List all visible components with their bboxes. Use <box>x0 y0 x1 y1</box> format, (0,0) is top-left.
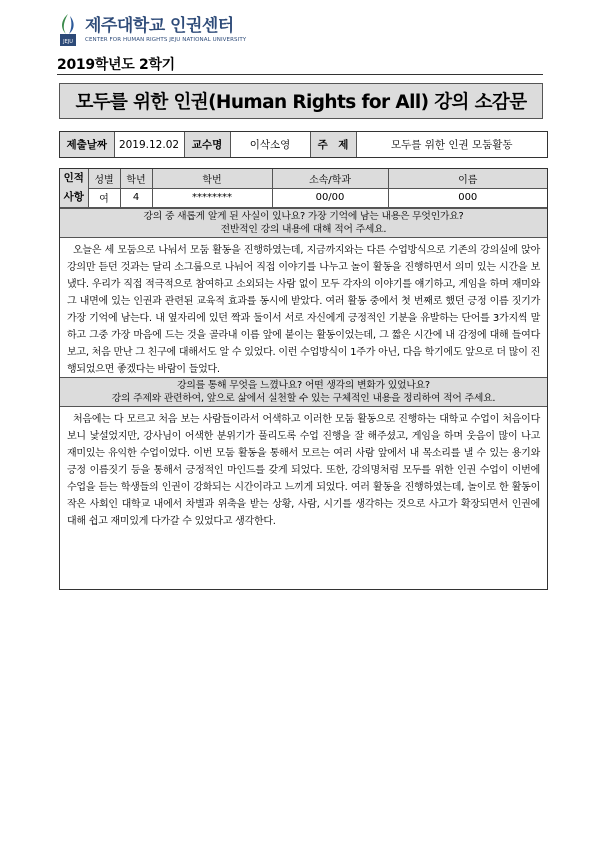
department-header: 소속/학과 <box>272 169 388 188</box>
gender-header: 성별 <box>88 169 120 188</box>
answer-1: 오늘은 세 모둠으로 나눠서 모둠 활동을 진행하였는데, 지금까지와는 다른 수업방식으로 기존의 강의실에 앉아 강의만 듣던 것과는 달리 소그룹으로 나눠어 직접 이야기를 나누고 놀이 활동을 진행하면서 의미 있는 시간을 보냈다. 우리가 직접 적극적으로 참여하고 소외되는 사람 없이 모두 각자의 이야기를 얘기하고, 게임을 하며 재미와 그 내면에 있는 인권과 관련된 교육적 효과를 동시에 받았다. 여러 활동 중에서 첫 번째로 했던 긍정 이름 짓기가 가장 기억에 남는다. 내 옆자리에 있던 짝과 둘이서 서로 자신에게 긍정적인 기분을 유발하는 단어를 3가지씩 말하고 그중 가장 마음에 드는 것을 골라내 이름 앞에 붙이는 활동이었는데, 그 짧은 시간에 내 감정에 대해 들여다보고, 처음 만난 그 친구에 대해서도 알 수 있었다. 이런 수업방식이 1주가 아닌, 다음 학기에도 앞으로 더 많이 진행되었으면 좋겠다는 바람이 들었다. <box>67 245 540 375</box>
personal-info-label: 인적 사항 <box>60 169 88 208</box>
question-1: 강의 중 새롭게 알게 된 사실이 있나요? 가장 기억에 남는 내용은 무엇인가요? 전반적인 강의 내용에 대해 적어 주세요. <box>60 208 547 238</box>
year-value: 4 <box>120 188 152 207</box>
subject-value: 모두를 위한 인권 모둠활동 <box>390 139 513 151</box>
document-title: 모두를 위한 인권(Human Rights for All) 강의 소감문 <box>75 92 527 113</box>
svg-text:JEJU: JEJU <box>63 39 73 45</box>
name-value: 000 <box>388 188 547 207</box>
professor-label: 교수명 <box>184 132 230 157</box>
personal-info-table <box>60 169 547 208</box>
semester-label: 2019학년도 2학기 <box>57 57 175 73</box>
reflection-form <box>59 168 548 590</box>
department-value: 00/00 <box>272 188 388 207</box>
center-name: 제주대학교 인권센터 <box>85 16 234 36</box>
date-value: 2019.12.02 <box>114 132 184 157</box>
center-title-group <box>85 16 246 44</box>
page-header <box>57 10 246 50</box>
year-header: 학년 <box>120 169 152 188</box>
gender-value: 여 <box>88 188 120 207</box>
subject-label: 주 제 <box>310 132 356 157</box>
student-id-header: 학번 <box>152 169 272 188</box>
question-2: 강의를 통해 무엇을 느꼈나요? 어떤 생각의 변화가 있었나요? 강의 주제와 관련하여, 앞으로 삶에서 실천할 수 있는 구체적인 내용을 정리하여 적어 주세요. <box>60 377 547 407</box>
jeju-university-logo-icon <box>57 12 79 48</box>
title-banner <box>59 83 543 119</box>
date-label: 제출날짜 <box>60 132 114 157</box>
submission-meta <box>59 131 548 158</box>
semester-divider <box>57 74 543 75</box>
professor-value: 이삭소영 <box>230 132 310 157</box>
center-subtitle: CENTER FOR HUMAN RIGHTS JEJU NATIONAL UNIVERSITY <box>85 37 247 43</box>
student-id-value: ******** <box>152 188 272 207</box>
answer-2: 처음에는 다 모르고 처음 보는 사람들이라서 어색하고 이러한 모둠 활동으로 진행하는 대학교 수업이 처음이다 보니 낯설었지만, 강사님이 어색한 분위기가 풀리도록 수업 진행을 잘 해주셨고, 게임을 하며 웃음이 많이 나고 재미있는 유익한 수업이었다. 이번 모둠 활동을 통해서 모르는 여러 사람 앞에서 내 목소리를 낼 수 있는 용기와 긍정 이름짓기 등을 통해서 긍정적인 마인드를 갖게 되었다. 또한, 강의명처럼 모두를 위한 인권 수업이 이번에 수업을 듣는 학생들의 인권이 강화되는 시간이라고 느끼게 되었다. 여러 활동을 진행하였는데, 놀이로 한 활동이 작은 사회인 대학교 내에서 차별과 위축을 받는 상황, 사람, 시기를 생각하는 것으로 사고가 확장되면서 인권에 대해 쉽고 재미있게 다가갈 수 있었다고 생각한다. <box>67 414 540 527</box>
name-header: 이름 <box>388 169 547 188</box>
